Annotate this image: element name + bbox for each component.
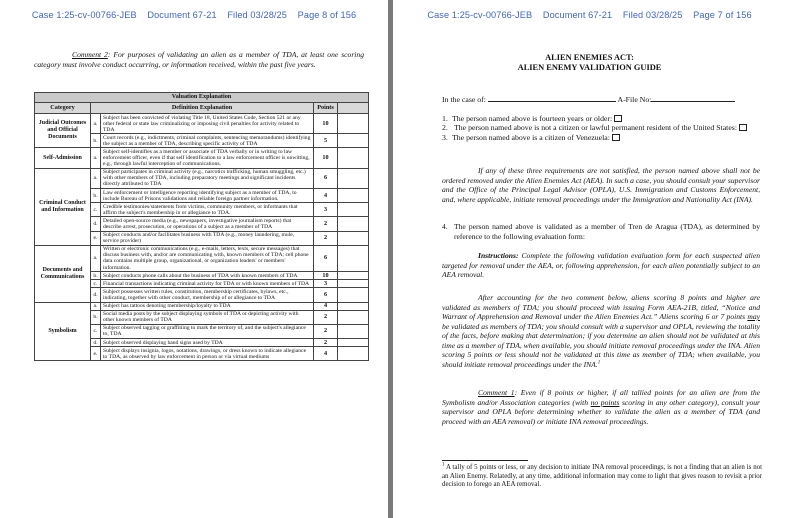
case-number: Case 1:25-cv-00766-JEB [31, 10, 137, 20]
score-entry-cell[interactable] [338, 203, 369, 217]
court-header [393, 10, 786, 20]
category-cell: Self-Admission [35, 148, 91, 168]
row-letter: b. [91, 310, 101, 324]
requirements-list [442, 114, 762, 142]
row-letter: b. [91, 134, 101, 148]
comment-1-text-2: scoring in any other category), consult your supervisor and OPLA before determining whether to validate the alien as a member of TDA (and proceed with an AEA removal) or initiate INA removal proceedings. [442, 397, 760, 426]
item-text: The person named above is fourteen years or older: [452, 114, 613, 123]
row-letter: a. [91, 168, 101, 188]
table-row [35, 114, 369, 134]
row-letter: b. [91, 189, 101, 203]
points-cell: 3 [314, 203, 338, 217]
points-cell: 2 [314, 324, 338, 338]
comment-1-text-1: : Even if 8 points or higher, if all tallied points for an alien are from the Symbolism and/or Association categories (with [442, 388, 760, 407]
category-cell: Criminal Conduct and Information [35, 168, 91, 245]
item-4 [442, 222, 760, 241]
score-entry-cell[interactable] [338, 245, 369, 271]
comment-1-label: Comment 1 [478, 388, 515, 397]
document-number: Document 67-21 [147, 10, 217, 20]
row-letter: a. [91, 114, 101, 134]
blank-header [338, 103, 369, 114]
definition-cell: Subject displays insignia, logos, notations, drawings, or dress known to indicate allegiance to TDA, as observed by law enforcement in person or via virtual mediums [101, 347, 314, 361]
points-header: Points [314, 103, 338, 114]
score-entry-cell[interactable] [338, 189, 369, 203]
item-number: 1. [442, 114, 448, 123]
comment-2-text: : For purposes of validating an alien as a member of TDA, at least one scoring category must involve conduct occurring, or information received, within the past five years. [34, 50, 365, 69]
definition-cell: Written or electronic communications (e.g., e-mails, letters, texts, secure messages) that discuss business with, and/or are communicating with, known members of TDA; cell phone data contains multiple group, organizational, or organization leaders' or members' information. [101, 245, 314, 271]
list-item [442, 114, 762, 123]
points-cell: 4 [314, 302, 338, 310]
item-text: The person named above is a citizen of Venezuela: [452, 132, 610, 142]
row-letter: c. [91, 203, 101, 217]
definition-cell: Subject conducts and/or facilitates business with TDA (e.g., money laundering, mule, service provider) [101, 231, 314, 245]
definition-cell: Social media posts by the subject displaying symbols of TDA or depicting activity with other known members of TDA [101, 310, 314, 324]
row-letter: a. [91, 245, 101, 271]
row-letter: c. [91, 324, 101, 338]
item-number: 2. [442, 123, 448, 133]
court-header [0, 10, 388, 20]
case-info-line [442, 95, 735, 104]
item-text: The person named above is not a citizen or lawful permanent resident of the United States: [454, 123, 737, 133]
score-entry-cell[interactable] [338, 217, 369, 231]
score-entry-cell[interactable] [338, 148, 369, 168]
definition-cell: Subject participates in criminal activity (e.g., narcotics trafficking, human smuggling, etc.) with other members of TDA, including preparatory meetings and significant incidents directly attributed to TDA [101, 168, 314, 188]
case-of-label: In the case of: [442, 95, 486, 104]
points-cell: 6 [314, 245, 338, 271]
case-number: Case 1:25-cv-00766-JEB [427, 10, 533, 20]
category-header: Category [35, 103, 91, 114]
document-number: Document 67-21 [542, 10, 613, 20]
points-cell: 2 [314, 231, 338, 245]
definition-cell: Credible testimonies/statements from victims, community members, or informants that affirm the subject's membership in or allegiance to TDA. [101, 203, 314, 217]
page-number: Page 8 of 156 [297, 10, 357, 20]
points-cell: 4 [314, 189, 338, 203]
afile-blank[interactable] [651, 95, 735, 102]
definition-cell: Subject observed displaying hand signs used by TDA [101, 339, 314, 347]
category-cell: Judicial Outcomes and Official Documents [35, 114, 91, 148]
table-row [35, 168, 369, 188]
definition-cell: Subject conducts phone calls about the business of TDA with known members of TDA [101, 272, 314, 280]
definition-cell: Subject observed tagging or graffitiing to mark the territory of, and the subject's allegiance to, TDA [101, 324, 314, 338]
guide-title-line-1: ALIEN ENEMIES ACT: [545, 53, 634, 62]
instructions-label: Instructions: [478, 251, 519, 260]
item-text: The person named above is validated as a member of Tren de Aragua (TDA), as determined by reference to the following evaluation form: [454, 222, 760, 241]
definition-cell: Financial transactions indicating criminal activity for TDA or with known members of TDA [101, 280, 314, 288]
points-cell: 10 [314, 114, 338, 134]
score-entry-cell[interactable] [338, 302, 369, 310]
page-number: Page 7 of 156 [693, 10, 752, 20]
scoring-text-2: be validated as members of TDA; you should consult with a supervisor and OPLA, reviewing the totality of the facts, before making that determination; if you determine an alien should not be validated at this time as a member of TDA, when available, you should initiate removal proceedings under the INA. Alien scoring 5 points or less should not be validated at this time as member of TDA; when available, you should initiate removal proceedings under the INA. [442, 321, 760, 369]
definition-cell: Detailed open-source media (e.g., newspapers, investigative journalism reports) that describe arrest, prosecution, or operations of a subject as a member of TDA [101, 217, 314, 231]
guide-title-line-2: ALIEN ENEMY VALIDATION GUIDE [517, 63, 662, 72]
footnote [442, 464, 762, 490]
category-cell: Documents and Communications [35, 245, 91, 302]
definition-cell: Subject has been convicted of violating Title 18, United States Code, Section 521 or any other federal or state law criminalizing or imposing civil penalties for activity related to TDA [101, 114, 314, 134]
points-cell: 6 [314, 288, 338, 302]
definition-cell: Subject has tattoos denoting membership/loyalty to TDA [101, 302, 314, 310]
scoring-may: may [747, 312, 760, 321]
score-entry-cell[interactable] [338, 347, 369, 361]
points-cell: 5 [314, 134, 338, 148]
points-cell: 3 [314, 280, 338, 288]
row-letter: e. [91, 231, 101, 245]
row-letter: a. [91, 302, 101, 310]
score-entry-cell[interactable] [338, 134, 369, 148]
score-entry-cell[interactable] [338, 324, 369, 338]
definition-cell: Court records (e.g., indictments, criminal complaints, sentencing memorandums) identifying the subject as a member of TDA, describing specific activity of TDA [101, 134, 314, 148]
list-item [442, 123, 762, 132]
definition-cell: Law enforcement or intelligence reporting identifying subject as a member of TDA, to include Bureau of Prisons validations and reliable foreign partner information. [101, 189, 314, 203]
filed-date: Filed 03/28/25 [227, 10, 287, 20]
row-letter: e. [91, 347, 101, 361]
points-cell: 4 [314, 347, 338, 361]
valuation-table-body [35, 114, 369, 361]
footnote-divider [442, 460, 528, 461]
conditions-paragraph: If any of these three requirements are not satisfied, the person named above shall not be ordered removed under the Alien Enemies Act (AEA). In such a case, you should consult your supervisor and the Office of the Principal Legal Advisor (OPLA), U.S. Immigration and Customs Enforcement, and, where applicable, initiate removal proceedings under the Immigration and Nationality Act (INA). [442, 166, 760, 204]
scoring-paragraph [442, 293, 760, 369]
row-letter: d. [91, 339, 101, 347]
points-cell: 2 [314, 310, 338, 324]
document-page-8 [0, 0, 388, 518]
category-cell: Symbolism [35, 302, 91, 361]
comment-2-paragraph [34, 50, 364, 69]
comment-2-label: Comment 2 [72, 50, 108, 59]
list-item [442, 133, 762, 142]
document-page-7 [393, 0, 786, 518]
row-letter: d. [91, 288, 101, 302]
table-row [35, 245, 369, 271]
filed-date: Filed 03/28/25 [622, 10, 683, 20]
footnote-text: A tally of 5 points or less, or any decision to initiate INA removal proceedings, is not a finding that an alien is not an Alien Enemy. Relatedly, at any time, additional information may come to light that gives reason to revisit a prior decision to forego an AEA removal. [442, 464, 762, 488]
points-cell: 2 [314, 339, 338, 347]
footnote-ref[interactable]: 1 [597, 359, 601, 365]
definition-cell: Subject possesses written rules, constitution, membership certificates, bylaws, etc., indicating, together with other conduct, membership of or allegiance to TDA [101, 288, 314, 302]
definition-header: Definition Explanation [91, 103, 314, 114]
checkbox[interactable] [614, 115, 622, 122]
row-letter: c. [91, 280, 101, 288]
item-number: 4. [442, 222, 448, 231]
points-cell: 2 [314, 217, 338, 231]
guide-title [393, 53, 786, 73]
row-letter: a. [91, 148, 101, 168]
scoring-text-1: After accounting for the two comment below, aliens scoring 8 points and higher are validated as members of TDA; you should proceed with issuing Form AEA-21B, titled, “Notice and Warrant of Apprehension and Removal under the Alien Enemies Act.” Aliens scoring 6 or 7 points [442, 293, 760, 321]
score-entry-cell[interactable] [338, 339, 369, 347]
table-row [35, 302, 369, 310]
comment-1-paragraph [442, 388, 760, 426]
points-cell: 10 [314, 272, 338, 280]
row-letter: d. [91, 217, 101, 231]
table-row [35, 148, 369, 168]
score-entry-cell[interactable] [338, 280, 369, 288]
points-cell: 10 [314, 148, 338, 168]
instructions-text: Complete the following validation evaluation form for each suspected alien targeted for removal under the AEA, or, following apprehension, for each alien potentially subject to an AEA removal. [442, 251, 760, 279]
score-entry-cell[interactable] [338, 310, 369, 324]
points-cell: 6 [314, 168, 338, 188]
instructions-paragraph [442, 251, 760, 280]
item-number: 3. [442, 132, 448, 142]
score-entry-cell[interactable] [338, 288, 369, 302]
checkbox[interactable] [739, 124, 747, 131]
definition-cell: Subject self-identifies as a member or associate of TDA verbally or in writing to law enforcement officer, even if that self identification to a law enforcement officer is unwitting, e.g., through lawful interception of communications. [101, 148, 314, 168]
score-entry-cell[interactable] [338, 168, 369, 188]
score-entry-cell[interactable] [338, 231, 369, 245]
score-entry-cell[interactable] [338, 272, 369, 280]
checkbox[interactable] [612, 134, 620, 141]
row-letter: b. [91, 272, 101, 280]
afile-label: A-File No: [617, 95, 652, 104]
case-name-blank[interactable] [488, 95, 616, 102]
comment-1-no-points: no points [590, 397, 620, 407]
table-title: Valuation Explanation [35, 93, 369, 103]
footnote-mark: 1 [442, 462, 445, 468]
score-entry-cell[interactable] [338, 114, 369, 134]
valuation-table [34, 92, 369, 361]
